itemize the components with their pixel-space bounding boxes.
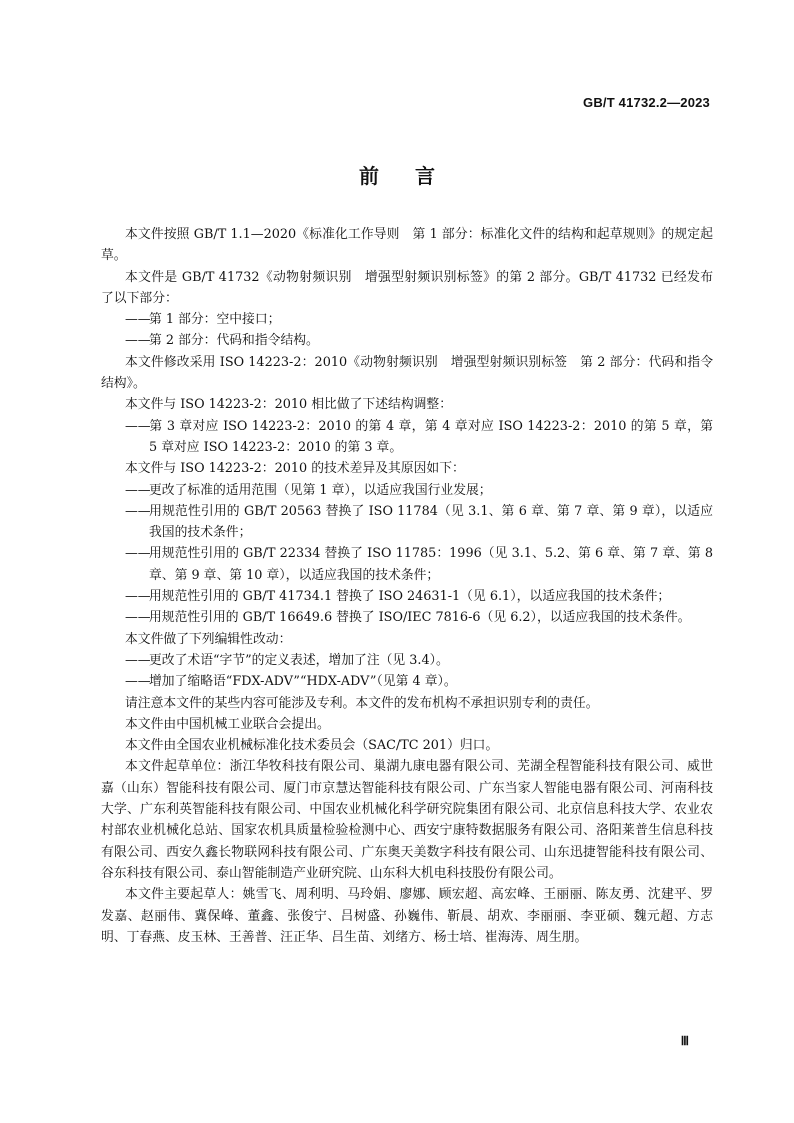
paragraph-proposer: 本文件由中国机械工业联合会提出。: [125, 716, 330, 732]
list-item-text: 更改了标准的适用范围（见第 1 章），以适应我国行业发展；: [149, 482, 492, 498]
dash-mark: ——: [125, 312, 151, 328]
list-item: [101, 416, 713, 459]
dash-mark: ——: [125, 610, 151, 626]
document-code: GB/T 41732.2—2023: [583, 95, 710, 110]
list-item-text: 用规范性引用的 GB/T 16649.6 替换了 ISO/IEC 7816-6（见 6.2），以适应我国的技术条件。: [149, 610, 691, 626]
list-item-text: 增加了缩略语“FDX-ADV”“HDX-ADV”（见第 4 章）。: [149, 674, 457, 690]
paragraph-editorial-changes: 本文件做了下列编辑性改动：: [125, 631, 292, 647]
list-item: [101, 607, 713, 628]
document-body: [101, 224, 713, 948]
dash-mark: ——: [125, 674, 151, 690]
list-item: [101, 501, 713, 544]
dash-mark: ——: [125, 333, 151, 349]
dash-mark: ——: [125, 546, 151, 562]
list-item: [101, 543, 713, 586]
list-item: [101, 309, 713, 330]
list-item: [101, 671, 713, 692]
paragraph-structure-changes: 本文件与 ISO 14223-2：2010 相比做了下述结构调整：: [125, 397, 453, 413]
dash-mark: ——: [125, 482, 151, 498]
paragraph-technical-differences: 本文件与 ISO 14223-2：2010 的技术差异及其原因如下：: [125, 461, 465, 477]
list-item-text: 第 3 章对应 ISO 14223-2：2010 的第 4 章，第 4 章对应 ISO 14223-2：2010 的第 5 章，第 5 章对应 ISO 14223-2：2010 的第 3 章。: [149, 418, 713, 455]
list-item-text: 第 1 部分：空中接口；: [149, 312, 281, 328]
list-item-text: 更改了术语“字节”的定义表述，增加了注（见 3.4）。: [149, 652, 449, 668]
paragraph-technical-committee: 本文件由全国农业机械标准化技术委员会（SAC/TC 201）归口。: [125, 738, 499, 754]
page-number: Ⅲ: [680, 1034, 689, 1048]
paragraph-patent-notice: 请注意本文件的某些内容可能涉及专利。本文件的发布机构不承担识别专利的责任。: [125, 695, 599, 711]
dash-mark: ——: [125, 418, 151, 434]
list-item: [101, 330, 713, 351]
paragraph-main-drafters: 本文件主要起草人：姚雪飞、周利明、马玲娟、廖娜、顾宏超、高宏峰、王丽丽、陈友勇、沈建平、罗发嘉、赵丽伟、冀保峰、董鑫、张俊宁、吕树盛、孙巍伟、靳晨、胡欢、李丽丽、李亚硕、魏元超、方志明、丁春燕、皮玉林、王善普、汪正华、吕生苗、刘绪方、杨士培、崔海涛、周生朋。: [101, 887, 713, 945]
list-item-text: 用规范性引用的 GB/T 20563 替换了 ISO 11784（见 3.1、第 6 章、第 7 章、第 9 章），以适应我国的技术条件；: [149, 503, 713, 541]
list-item-text: 第 2 部分：代码和指令结构。: [149, 333, 319, 349]
page-title: 前言: [359, 164, 471, 188]
list-item: [101, 480, 713, 501]
list-item: [101, 586, 713, 607]
list-item-text: 用规范性引用的 GB/T 41734.1 替换了 ISO 24631-1（见 6.1），以适应我国的技术条件；: [149, 589, 671, 605]
dash-mark: ——: [125, 652, 151, 668]
paragraph-drafting-rules: 本文件按照 GB/T 1.1—2020《标准化工作导则 第 1 部分：标准化文件的结构和起草规则》的规定起草。: [101, 227, 713, 264]
paragraph-modified-adoption: 本文件修改采用 ISO 14223-2：2010《动物射频识别 增强型射频识别标签 第 2 部分：代码和指令结构》。: [101, 354, 713, 392]
paragraph-drafting-units: 本文件起草单位：浙江华牧科技有限公司、巢湖九康电器有限公司、芜湖全程智能科技有限公司、威世嘉（山东）智能科技有限公司、厦门市京慧达智能科技有限公司、广东当家人智能电器有限公司、河南科技大学、广东利英智能科技有限公司、中国农业机械化科学研究院集团有限公司、北京信息科技大学、农业农村部农业机械化总站、国家农机具质量检验检测中心、西安宁康特数据服务有限公司、洛阳莱普生信息科技有限公司、西安久鑫长物联网科技有限公司、广东奥天美数字科技有限公司、山东迅捷智能科技有限公司、谷东科技有限公司、泰山智能制造产业研究院、山东科大机电科技股份有限公司。: [101, 759, 713, 881]
list-item: [101, 650, 713, 671]
list-item-text: 用规范性引用的 GB/T 22334 替换了 ISO 11785：1996（见 3.1、5.2、第 6 章、第 7 章、第 8 章、第 9 章、第 10 章），以适应我国的技术条件；: [149, 546, 713, 583]
dash-mark: ——: [125, 589, 151, 605]
dash-mark: ——: [125, 503, 151, 519]
paragraph-series-part: 本文件是 GB/T 41732《动物射频识别 增强型射频识别标签》的第 2 部分。GB/T 41732 已经发布了以下部分：: [101, 269, 713, 306]
